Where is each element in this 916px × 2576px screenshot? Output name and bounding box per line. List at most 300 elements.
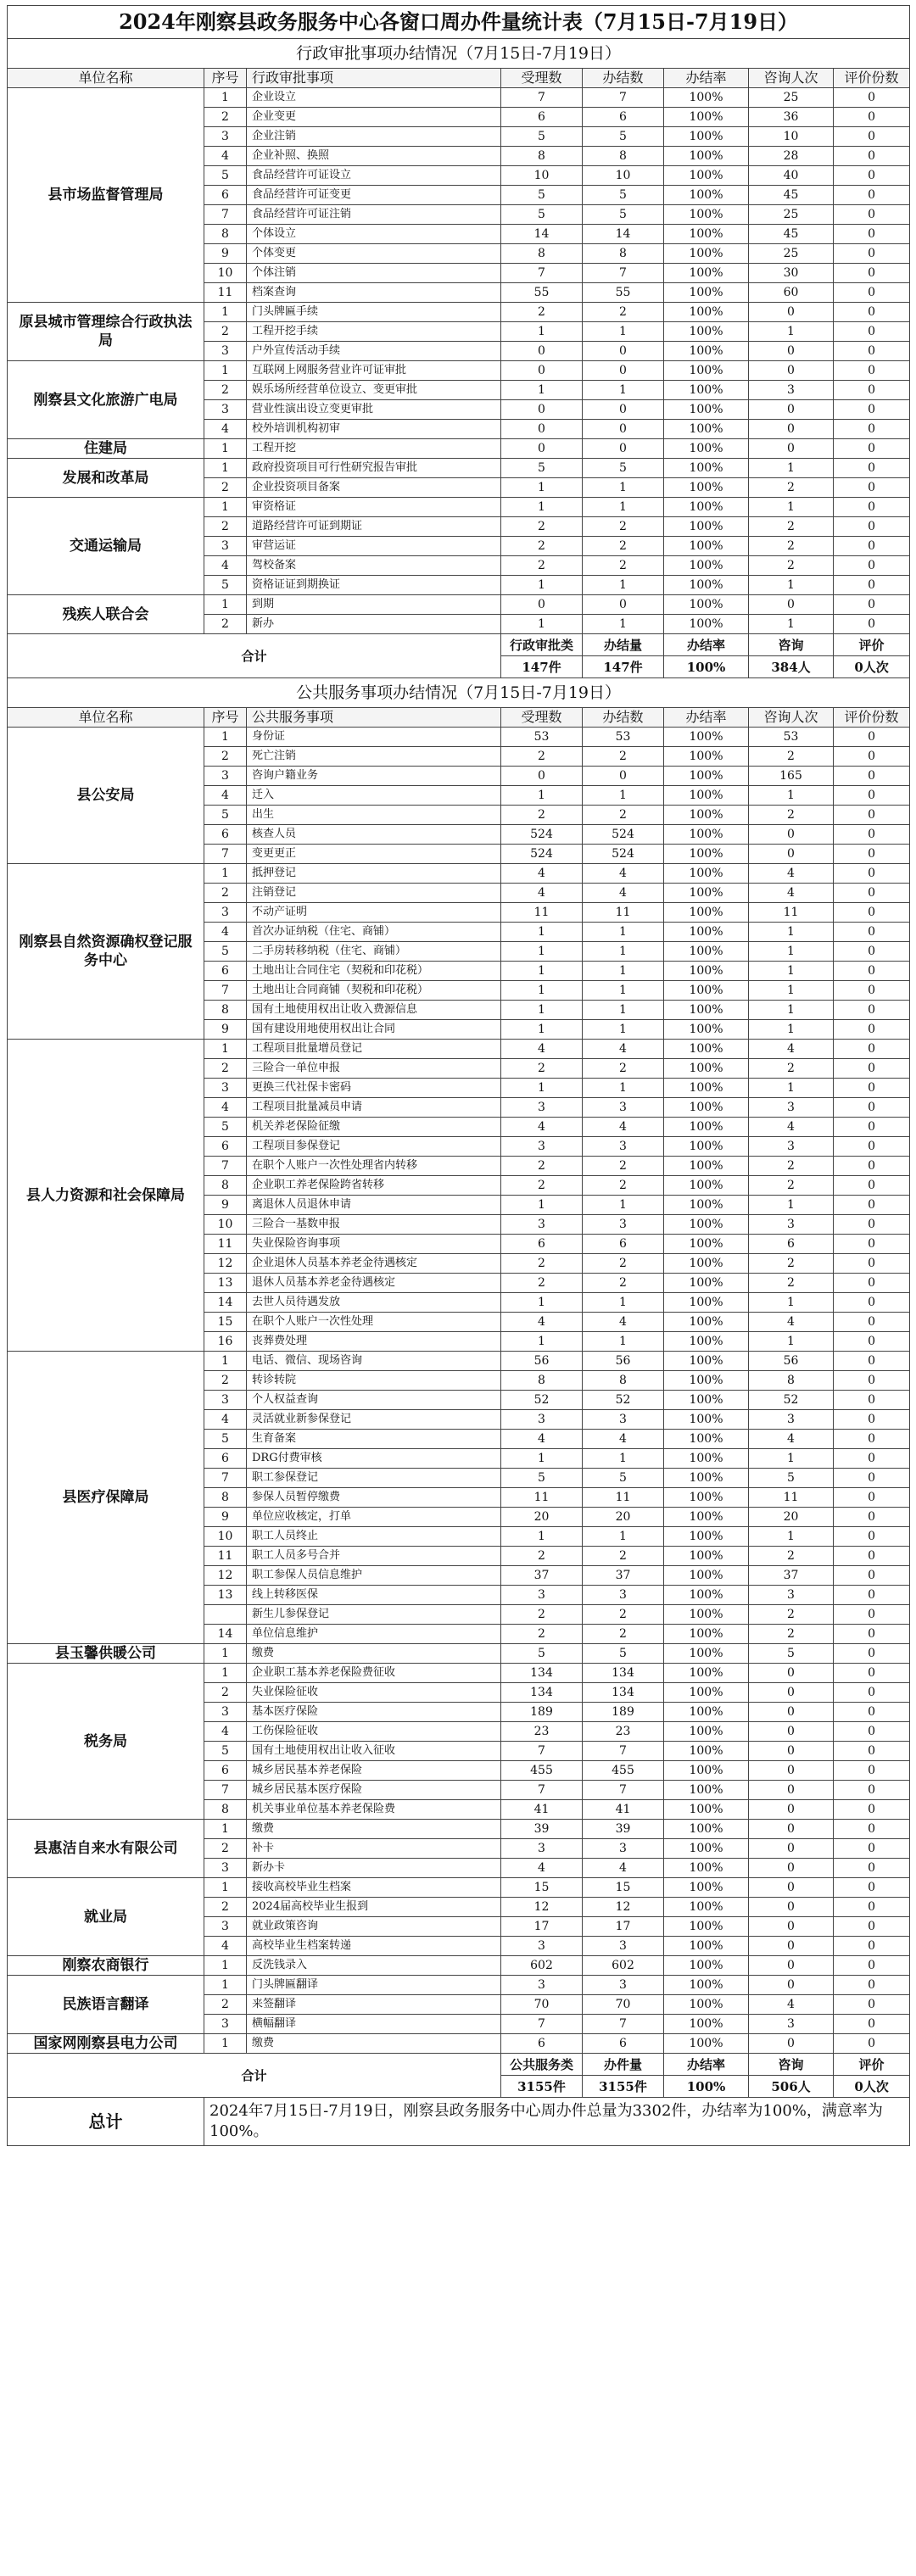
accepted-count: 8	[501, 147, 583, 166]
row-index: 2	[204, 322, 247, 342]
summary-value: 3155件	[583, 2076, 664, 2098]
row-index: 1	[204, 303, 247, 322]
data-row	[8, 1040, 910, 1059]
accepted-count: 3	[501, 1586, 583, 1605]
completion-rate: 100%	[664, 186, 749, 205]
completion-rate: 100%	[664, 1956, 749, 1976]
evaluation-count: 0	[834, 127, 910, 147]
consult-count: 0	[749, 1917, 834, 1937]
evaluation-count: 0	[834, 1020, 910, 1040]
completed-count: 20	[583, 1508, 664, 1527]
unit-name: 县公安局	[8, 728, 204, 864]
item-name: 注销登记	[247, 884, 501, 903]
consult-count: 2	[749, 1605, 834, 1625]
item-name: 缴费	[247, 1644, 501, 1664]
completion-rate: 100%	[664, 1605, 749, 1625]
consult-count: 1	[749, 1020, 834, 1040]
accepted-count: 7	[501, 1781, 583, 1800]
completed-count: 3	[583, 1586, 664, 1605]
row-index: 2	[204, 1683, 247, 1703]
accepted-count: 1	[501, 381, 583, 400]
column-header: 咨询人次	[749, 708, 834, 728]
completed-count: 3	[583, 1937, 664, 1956]
completed-count: 524	[583, 845, 664, 864]
consult-count: 0	[749, 342, 834, 361]
evaluation-count: 0	[834, 615, 910, 634]
evaluation-count: 0	[834, 1800, 910, 1820]
data-row	[8, 1664, 910, 1683]
completed-count: 5	[583, 205, 664, 225]
completion-rate: 100%	[664, 1313, 749, 1332]
summary-value: 384人	[749, 656, 834, 678]
completion-rate: 100%	[664, 1917, 749, 1937]
item-name: 门头牌匾翻译	[247, 1976, 501, 1995]
item-name: 首次办证纳税（住宅、商铺）	[247, 923, 501, 942]
item-name: 咨询户籍业务	[247, 767, 501, 786]
row-index: 2	[204, 1371, 247, 1391]
item-name: 食品经营许可证注销	[247, 205, 501, 225]
consult-count: 25	[749, 244, 834, 264]
unit-name: 发展和改革局	[8, 459, 204, 498]
completed-count: 1	[583, 1196, 664, 1215]
completion-rate: 100%	[664, 400, 749, 420]
row-index: 1	[204, 1040, 247, 1059]
summary-value: 0人次	[834, 2076, 910, 2098]
item-name: 缴费	[247, 2034, 501, 2054]
item-name: 职工人员多号合并	[247, 1547, 501, 1566]
consult-count: 4	[749, 1118, 834, 1137]
summary-header: 评价	[834, 634, 910, 656]
accepted-count: 2	[501, 1059, 583, 1079]
item-name: 企业注销	[247, 127, 501, 147]
accepted-count: 0	[501, 400, 583, 420]
item-name: 转诊转院	[247, 1371, 501, 1391]
completed-count: 524	[583, 825, 664, 845]
completed-count: 2	[583, 1157, 664, 1176]
item-name: 变更更正	[247, 845, 501, 864]
item-name: 新办	[247, 615, 501, 634]
consult-count: 0	[749, 845, 834, 864]
completed-count: 602	[583, 1956, 664, 1976]
column-header: 评价份数	[834, 69, 910, 88]
item-name: 单位信息维护	[247, 1625, 501, 1644]
completion-rate: 100%	[664, 166, 749, 186]
consult-count: 0	[749, 1683, 834, 1703]
item-name: 接收高校毕业生档案	[247, 1878, 501, 1898]
page-title: 2024年刚察县政务服务中心各窗口周办件量统计表（7月15日-7月19日）	[8, 6, 910, 39]
item-name: 食品经营许可证设立	[247, 166, 501, 186]
consult-count: 0	[749, 303, 834, 322]
column-header: 咨询人次	[749, 69, 834, 88]
item-name: 线上转移医保	[247, 1586, 501, 1605]
completed-count: 4	[583, 1430, 664, 1449]
data-row	[8, 88, 910, 108]
row-index: 8	[204, 1800, 247, 1820]
consult-count: 2	[749, 1059, 834, 1079]
accepted-count: 70	[501, 1995, 583, 2015]
consult-count: 2	[749, 1274, 834, 1293]
evaluation-count: 0	[834, 1410, 910, 1430]
row-index: 1	[204, 1878, 247, 1898]
accepted-count: 7	[501, 2015, 583, 2034]
accepted-count: 5	[501, 1469, 583, 1488]
row-index: 4	[204, 1722, 247, 1742]
consult-count: 25	[749, 88, 834, 108]
consult-count: 0	[749, 1722, 834, 1742]
consult-count: 0	[749, 1781, 834, 1800]
evaluation-count: 0	[834, 342, 910, 361]
row-index: 4	[204, 1098, 247, 1118]
evaluation-count: 0	[834, 1995, 910, 2015]
item-name: 核查人员	[247, 825, 501, 845]
completed-count: 17	[583, 1917, 664, 1937]
accepted-count: 189	[501, 1703, 583, 1722]
completion-rate: 100%	[664, 1761, 749, 1781]
completion-rate: 100%	[664, 1040, 749, 1059]
completion-rate: 100%	[664, 615, 749, 634]
evaluation-count: 0	[834, 1937, 910, 1956]
row-index: 5	[204, 1430, 247, 1449]
evaluation-count: 0	[834, 806, 910, 825]
accepted-count: 1	[501, 576, 583, 595]
evaluation-count: 0	[834, 1176, 910, 1196]
item-name: 工程项目批量增员登记	[247, 1040, 501, 1059]
unit-name: 就业局	[8, 1878, 204, 1956]
evaluation-count: 0	[834, 1137, 910, 1157]
data-row	[8, 1956, 910, 1976]
item-name: 企业职工基本养老保险费征收	[247, 1664, 501, 1683]
completed-count: 3	[583, 1137, 664, 1157]
row-index: 1	[204, 728, 247, 747]
row-index: 1	[204, 1976, 247, 1995]
row-index: 1	[204, 88, 247, 108]
consult-count: 3	[749, 1215, 834, 1235]
accepted-count: 134	[501, 1683, 583, 1703]
consult-count: 11	[749, 1488, 834, 1508]
row-index: 1	[204, 1352, 247, 1371]
completed-count: 70	[583, 1995, 664, 2015]
accepted-count: 3	[501, 1410, 583, 1430]
completion-rate: 100%	[664, 1781, 749, 1800]
evaluation-count: 0	[834, 1527, 910, 1547]
completion-rate: 100%	[664, 1878, 749, 1898]
completion-rate: 100%	[664, 767, 749, 786]
consult-count: 1	[749, 962, 834, 981]
unit-name: 刚察县自然资源确权登记服务中心	[8, 864, 204, 1040]
evaluation-count: 0	[834, 1722, 910, 1742]
completed-count: 8	[583, 147, 664, 166]
unit-name: 交通运输局	[8, 498, 204, 595]
accepted-count: 2	[501, 537, 583, 556]
evaluation-count: 0	[834, 186, 910, 205]
data-row	[8, 864, 910, 884]
summary-label: 合计	[8, 2054, 501, 2098]
completion-rate: 100%	[664, 1625, 749, 1644]
row-index: 2	[204, 108, 247, 127]
evaluation-count: 0	[834, 264, 910, 283]
completed-count: 2	[583, 1274, 664, 1293]
column-header: 办结数	[583, 69, 664, 88]
row-index: 7	[204, 981, 247, 1001]
summary-value: 147件	[501, 656, 583, 678]
item-name: DRG付费审核	[247, 1449, 501, 1469]
evaluation-count: 0	[834, 1371, 910, 1391]
consult-count: 1	[749, 459, 834, 478]
consult-count: 1	[749, 1449, 834, 1469]
completed-count: 0	[583, 767, 664, 786]
accepted-count: 1	[501, 962, 583, 981]
item-name: 就业政策咨询	[247, 1917, 501, 1937]
evaluation-count: 0	[834, 2034, 910, 2054]
completion-rate: 100%	[664, 283, 749, 303]
consult-count: 0	[749, 1859, 834, 1878]
row-index: 4	[204, 147, 247, 166]
accepted-count: 11	[501, 903, 583, 923]
row-index: 12	[204, 1566, 247, 1586]
item-name: 离退休人员退休申请	[247, 1196, 501, 1215]
completion-rate: 100%	[664, 1352, 749, 1371]
item-name: 在职个人账户一次性处理	[247, 1313, 501, 1332]
item-name: 档案查询	[247, 283, 501, 303]
evaluation-count: 0	[834, 2015, 910, 2034]
accepted-count: 1	[501, 1527, 583, 1547]
evaluation-count: 0	[834, 1683, 910, 1703]
title-row	[8, 6, 910, 39]
evaluation-count: 0	[834, 1079, 910, 1098]
accepted-count: 524	[501, 845, 583, 864]
completed-count: 2	[583, 806, 664, 825]
accepted-count: 7	[501, 1742, 583, 1761]
unit-name: 县惠洁自来水有限公司	[8, 1820, 204, 1878]
completed-count: 2	[583, 556, 664, 576]
completed-count: 1	[583, 786, 664, 806]
consult-count: 1	[749, 1001, 834, 1020]
completed-count: 4	[583, 864, 664, 884]
item-name: 国有建设用地使用权出让合同	[247, 1020, 501, 1040]
completed-count: 10	[583, 166, 664, 186]
consult-count: 0	[749, 1976, 834, 1995]
accepted-count: 1	[501, 1001, 583, 1020]
completion-rate: 100%	[664, 962, 749, 981]
evaluation-count: 0	[834, 923, 910, 942]
completed-count: 2	[583, 1059, 664, 1079]
completed-count: 15	[583, 1878, 664, 1898]
summary-value: 100%	[664, 2076, 749, 2098]
consult-count: 0	[749, 1664, 834, 1683]
row-index: 10	[204, 1527, 247, 1547]
row-index: 9	[204, 1196, 247, 1215]
accepted-count: 4	[501, 1040, 583, 1059]
consult-count: 2	[749, 806, 834, 825]
evaluation-count: 0	[834, 1235, 910, 1254]
accepted-count: 4	[501, 1859, 583, 1878]
accepted-count: 2	[501, 1625, 583, 1644]
item-name: 缴费	[247, 1820, 501, 1839]
consult-count: 2	[749, 1625, 834, 1644]
consult-count: 0	[749, 439, 834, 459]
column-header: 公共服务事项	[247, 708, 501, 728]
row-index: 4	[204, 556, 247, 576]
accepted-count: 1	[501, 786, 583, 806]
row-index: 6	[204, 962, 247, 981]
accepted-count: 524	[501, 825, 583, 845]
completion-rate: 100%	[664, 1332, 749, 1352]
consult-count: 1	[749, 786, 834, 806]
item-name: 生育备案	[247, 1430, 501, 1449]
row-index: 6	[204, 186, 247, 205]
row-index: 4	[204, 1410, 247, 1430]
evaluation-count: 0	[834, 1820, 910, 1839]
consult-count: 0	[749, 1878, 834, 1898]
evaluation-count: 0	[834, 1508, 910, 1527]
evaluation-count: 0	[834, 537, 910, 556]
evaluation-count: 0	[834, 1586, 910, 1605]
evaluation-count: 0	[834, 225, 910, 244]
completion-rate: 100%	[664, 1449, 749, 1469]
row-index: 3	[204, 342, 247, 361]
completion-rate: 100%	[664, 108, 749, 127]
completion-rate: 100%	[664, 537, 749, 556]
completion-rate: 100%	[664, 1235, 749, 1254]
row-index: 13	[204, 1274, 247, 1293]
consult-count: 1	[749, 1079, 834, 1098]
row-index: 8	[204, 1001, 247, 1020]
completed-count: 7	[583, 1742, 664, 1761]
evaluation-count: 0	[834, 1605, 910, 1625]
completion-rate: 100%	[664, 884, 749, 903]
completed-count: 1	[583, 498, 664, 517]
evaluation-count: 0	[834, 1001, 910, 1020]
row-index: 11	[204, 283, 247, 303]
completed-count: 1	[583, 923, 664, 942]
unit-name: 县医疗保障局	[8, 1352, 204, 1644]
item-name: 退休人员基本养老金待遇核定	[247, 1274, 501, 1293]
accepted-count: 602	[501, 1956, 583, 1976]
row-index: 8	[204, 225, 247, 244]
row-index: 2	[204, 884, 247, 903]
public-header-row	[8, 708, 910, 728]
item-name: 审资格证	[247, 498, 501, 517]
evaluation-count: 0	[834, 1332, 910, 1352]
evaluation-count: 0	[834, 1917, 910, 1937]
completion-rate: 100%	[664, 2015, 749, 2034]
consult-count: 0	[749, 1761, 834, 1781]
summary-header: 咨询	[749, 634, 834, 656]
section-subtitle: 行政审批事项办结情况（7月15日-7月19日）	[8, 39, 910, 69]
completion-rate: 100%	[664, 459, 749, 478]
accepted-count: 1	[501, 1020, 583, 1040]
item-name: 个体变更	[247, 244, 501, 264]
accepted-count: 3	[501, 1215, 583, 1235]
consult-count: 0	[749, 1800, 834, 1820]
item-name: 校外培训机构初审	[247, 420, 501, 439]
completed-count: 3	[583, 1215, 664, 1235]
row-index: 1	[204, 498, 247, 517]
accepted-count: 6	[501, 2034, 583, 2054]
data-row	[8, 361, 910, 381]
data-row	[8, 1644, 910, 1664]
evaluation-count: 0	[834, 1664, 910, 1683]
accepted-count: 2	[501, 1274, 583, 1293]
accepted-count: 39	[501, 1820, 583, 1839]
row-index: 10	[204, 264, 247, 283]
accepted-count: 1	[501, 1079, 583, 1098]
completed-count: 6	[583, 108, 664, 127]
row-index: 7	[204, 1469, 247, 1488]
total-label: 总计	[8, 2098, 204, 2146]
unit-name: 国家网刚察县电力公司	[8, 2034, 204, 2054]
consult-count: 56	[749, 1352, 834, 1371]
accepted-count: 6	[501, 1235, 583, 1254]
accepted-count: 8	[501, 1371, 583, 1391]
item-name: 机关养老保险征缴	[247, 1118, 501, 1137]
data-row	[8, 303, 910, 322]
accepted-count: 2	[501, 1176, 583, 1196]
item-name: 国有土地使用权出让收入费源信息	[247, 1001, 501, 1020]
row-index: 13	[204, 1586, 247, 1605]
accepted-count: 5	[501, 1644, 583, 1664]
completed-count: 8	[583, 1371, 664, 1391]
accepted-count: 2	[501, 517, 583, 537]
item-name: 工程项目参保登记	[247, 1137, 501, 1157]
item-name: 道路经营许可证到期证	[247, 517, 501, 537]
stats-table	[7, 5, 910, 2146]
completion-rate: 100%	[664, 1586, 749, 1605]
completed-count: 2	[583, 747, 664, 767]
column-header: 办结率	[664, 69, 749, 88]
accepted-count: 1	[501, 942, 583, 962]
completed-count: 1	[583, 1527, 664, 1547]
accepted-count: 1	[501, 1332, 583, 1352]
row-index: 5	[204, 576, 247, 595]
evaluation-count: 0	[834, 283, 910, 303]
completed-count: 1	[583, 1020, 664, 1040]
consult-count: 2	[749, 556, 834, 576]
unit-name: 刚察农商银行	[8, 1956, 204, 1976]
row-index: 7	[204, 845, 247, 864]
row-index: 3	[204, 2015, 247, 2034]
unit-name: 县人力资源和社会保障局	[8, 1040, 204, 1352]
completed-count: 5	[583, 186, 664, 205]
row-index: 11	[204, 1235, 247, 1254]
completed-count: 134	[583, 1664, 664, 1683]
consult-count: 0	[749, 361, 834, 381]
completed-count: 3	[583, 1410, 664, 1430]
item-name: 迁入	[247, 786, 501, 806]
completed-count: 6	[583, 2034, 664, 2054]
row-index: 4	[204, 786, 247, 806]
evaluation-count: 0	[834, 420, 910, 439]
accepted-count: 53	[501, 728, 583, 747]
data-row	[8, 498, 910, 517]
completion-rate: 100%	[664, 381, 749, 400]
item-name: 三险合一基数申报	[247, 1215, 501, 1235]
row-index: 8	[204, 1176, 247, 1196]
data-row	[8, 1976, 910, 1995]
consult-count: 1	[749, 1332, 834, 1352]
evaluation-count: 0	[834, 517, 910, 537]
completion-rate: 100%	[664, 864, 749, 884]
evaluation-count: 0	[834, 108, 910, 127]
item-name: 土地出让合同住宅（契税和印花税）	[247, 962, 501, 981]
completion-rate: 100%	[664, 942, 749, 962]
row-index: 5	[204, 166, 247, 186]
consult-count: 1	[749, 923, 834, 942]
row-index: 1	[204, 1956, 247, 1976]
unit-name: 民族语言翻译	[8, 1976, 204, 2034]
consult-count: 6	[749, 1235, 834, 1254]
accepted-count: 4	[501, 864, 583, 884]
